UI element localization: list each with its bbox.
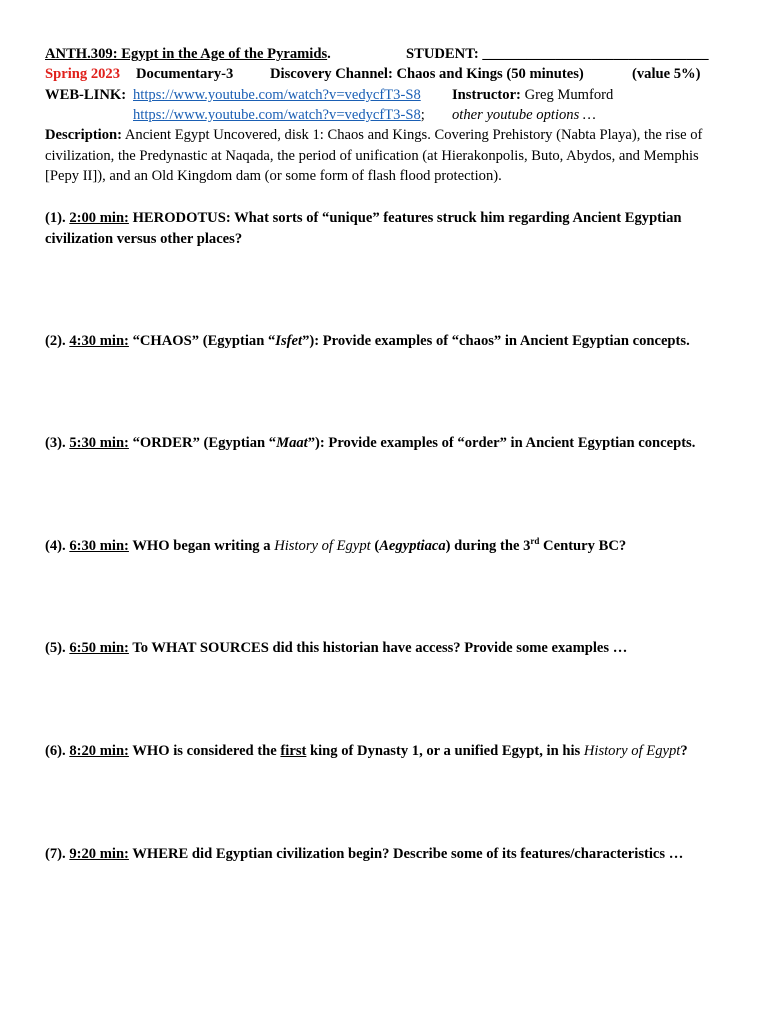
timestamp: 5:30 min: xyxy=(69,435,129,451)
term: Spring 2023 xyxy=(45,66,121,82)
description xyxy=(45,125,725,187)
timestamp: 2:00 min: xyxy=(69,210,129,226)
weblink-1-wrap xyxy=(133,85,421,105)
question-4: (4). 6:30 min: WHO began writing a History of Egypt (Aegyptiaca) during the 3rd Century BC? xyxy=(45,536,627,554)
timestamp: 9:20 min: xyxy=(69,846,129,862)
course-title: ANTH.309: Egypt in the Age of the Pyramids xyxy=(45,46,328,62)
weblink-2[interactable]: https://www.youtube.com/watch?v=vedycfT3-S8 xyxy=(133,107,421,123)
term-line xyxy=(45,64,120,84)
weblink-label: WEB-LINK: xyxy=(45,87,127,103)
question-6: (6). 8:20 min: WHO is considered the first king of Dynasty 1, or a unified Egypt, in his History of Egypt? xyxy=(45,743,688,759)
question-2: (2). 4:30 min: “CHAOS” (Egyptian “Isfet”): Provide examples of “chaos” in Ancient Egyptian concepts. xyxy=(45,333,690,349)
description-label: Description: xyxy=(45,127,123,143)
weblink-line xyxy=(45,85,126,105)
course-title-line: ANTH.309: Egypt in the Age of the Pyramids. xyxy=(45,46,331,62)
instructor xyxy=(452,85,613,105)
documentary-number: Documentary-3 xyxy=(136,66,234,82)
student-field xyxy=(406,44,709,64)
student-label: STUDENT: xyxy=(406,46,479,62)
weblink-1[interactable]: https://www.youtube.com/watch?v=vedycfT3-S8 xyxy=(133,87,421,103)
assignment-value: (value 5%) xyxy=(632,66,701,82)
other-options: other youtube options … xyxy=(452,107,596,123)
timestamp: 4:30 min: xyxy=(69,333,129,349)
film-title: Discovery Channel: Chaos and Kings (50 minutes) xyxy=(270,66,584,82)
instructor-label: Instructor: xyxy=(452,87,521,103)
question-7: (7). 9:20 min: WHERE did Egyptian civilization begin? Describe some of its features/characteristics … xyxy=(45,846,684,862)
question-5: (5). 6:50 min: To WHAT SOURCES did this historian have access? Provide some examples … xyxy=(45,640,628,656)
timestamp: 8:20 min: xyxy=(69,743,129,759)
instructor-name: Greg Mumford xyxy=(524,87,614,103)
student-blank: _______________________________ xyxy=(482,46,709,62)
question-1: (1). 2:00 min: HERODOTUS: What sorts of “unique” features struck him regarding Ancient Egyptian civilization versus other places? xyxy=(45,210,682,247)
weblink-2-wrap: https://www.youtube.com/watch?v=vedycfT3-S8; xyxy=(133,107,425,123)
timestamp: 6:50 min: xyxy=(69,640,129,656)
question-3: (3). 5:30 min: “ORDER” (Egyptian “Maat”): Provide examples of “order” in Ancient Egyptian concepts. xyxy=(45,435,696,451)
timestamp: 6:30 min: xyxy=(69,538,129,554)
description-text: Ancient Egypt Uncovered, disk 1: Chaos and Kings. Covering Prehistory (Nabta Playa), the rise of civilization, the Predynastic at Naqada, the period of unification (at Hierakonpolis, Buto, Abydos, and Memphis [Pepy II]), and an Old Kingdom dam (or some form of flash flood protection). xyxy=(45,127,703,184)
